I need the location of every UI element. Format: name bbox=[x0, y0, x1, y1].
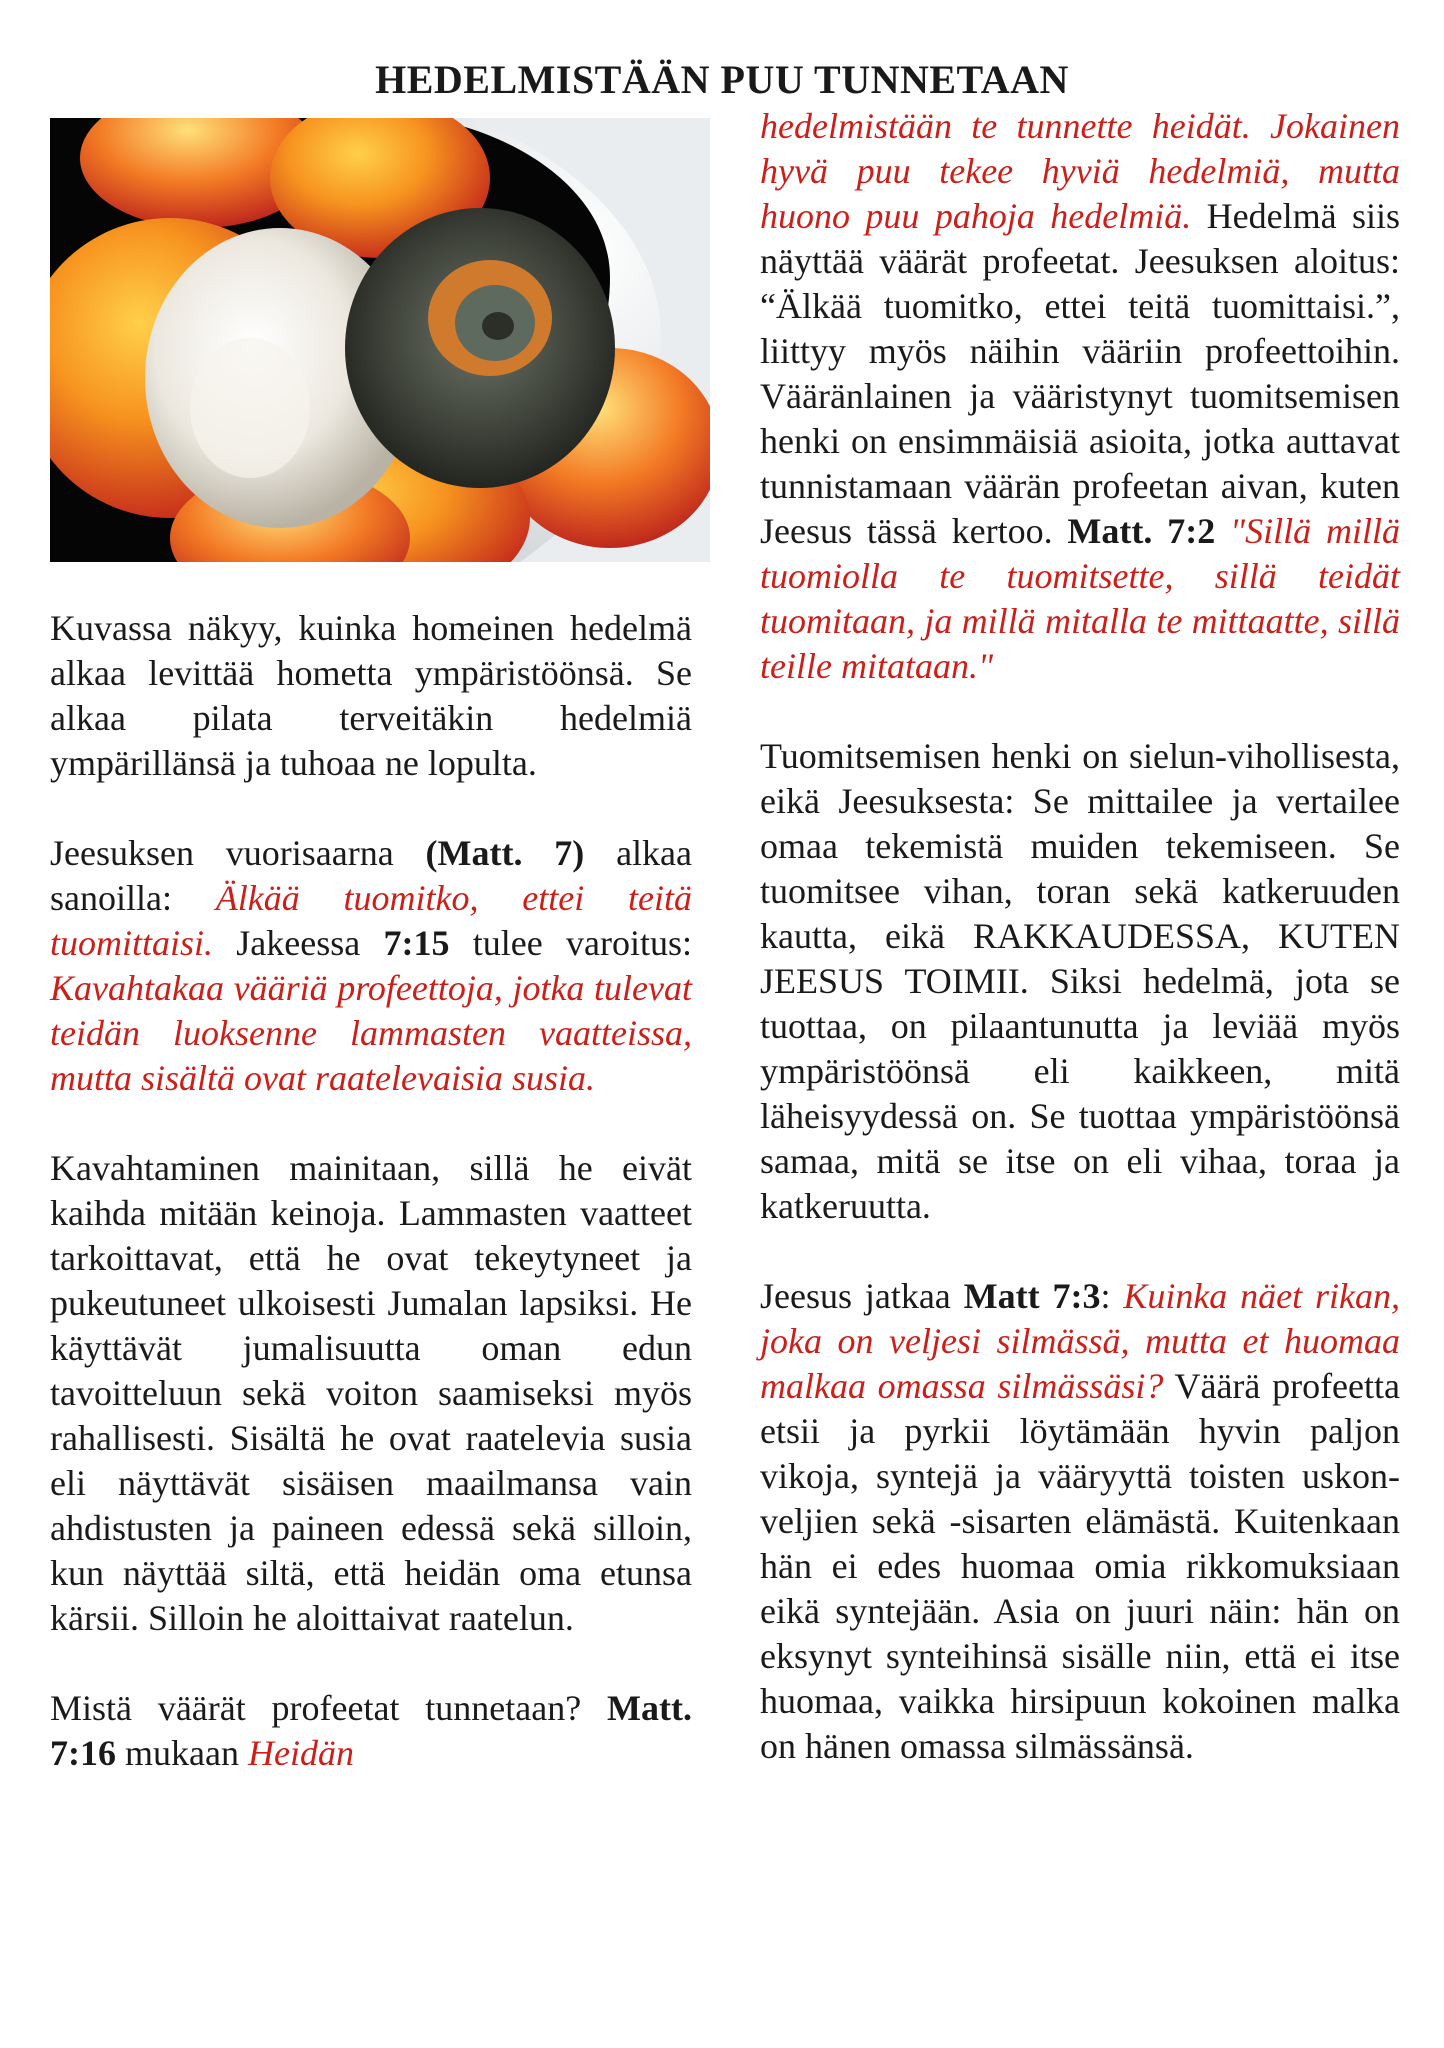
bible-quote: Heidän bbox=[247, 1733, 354, 1773]
paragraph-photo-description: Kuvassa näkyy, kuinka homeinen hedelmä alkaa levittää hometta ympäristöönsä. Se alkaa pilata terveitäkin hedelmiä ympärillänsä ja tuhoaa ne lopulta. bbox=[50, 608, 692, 783]
paragraph-fruits: hedelmistään te tunnette heidät. Jokainen hyvä puu tekee hyviä hedelmiä, mutta huono puu pahoja hedelmiä. Hedelmä siis näyttää väärät profeetat. Jeesuksen aloitus: “Älkää tuomitko, ettei teitä tuomittaisi.”, liittyy myös näihin vääriin profeettoihin. Vääränlainen ja vääristynyt tuomitsemisen henki on ensimmäisiä asioita, jotka auttavat tunnistamaan väärän profeetan aivan, kuten Jeesus tässä kertoo. Matt. 7:2 "Sillä millä tuomiolla te tuomitsette, sillä teidät tuomitaan, ja millä mitalla te mittaatte, sillä teille mitataan." bbox=[760, 106, 1400, 686]
bible-reference: Matt 7:3 bbox=[963, 1276, 1101, 1316]
bible-reference: Matt. 7:16 bbox=[50, 1688, 692, 1773]
paragraph-speck-and-beam: Jeesus jatkaa Matt 7:3: Kuinka näet rikan, joka on veljesi silmässä, mutta et huomaa malkaa omassa silmässäsi? Väärä profeetta etsii ja pyrkii löytämään hyvin paljon vikoja, syntejä ja vääryyttä toisten uskon-veljien sekä -sisarten elämästä. Kuitenkaan hän ei edes huomaa omia rikkomuksiaan eikä syntejään. Asia on juuri näin: hän on eksynyt synteihinsä sisälle niin, että ei itse huomaa, vaikka hirsipuun kokoinen malka on hänen omassa silmässänsä. bbox=[760, 1276, 1400, 1766]
bible-reference: Matt. 7:2 bbox=[1067, 511, 1216, 551]
page-title: HEDELMISTÄÄN PUU TUNNETAAN bbox=[375, 57, 1069, 102]
left-column bbox=[50, 606, 692, 1776]
bible-quote: Älkää tuomitko, ettei teitä tuomittaisi. bbox=[50, 878, 692, 963]
bible-quote: hedelmistään te tunnette heidät. Jokainen hyvä puu tekee hyviä hedelmiä, mutta huono puu pahoja hedelmiä. bbox=[760, 106, 1400, 236]
paragraph-spirit-of-judgment: Tuomitsemisen henki on sielun-vihollisesta, eikä Jeesuksesta: Se mittailee ja vertailee omaa tekemistä muiden tekemiseen. Se tuomitsee vihan, toran sekä katkeruuden kautta, eikä RAKKAUDESSA, KUTEN JEESUS TOIMII. Siksi hedelmä, jota se tuottaa, on pilaantunutta ja leviää myös ympäristöönsä eli kaikkeen, mitä läheisyydessä on. Se tuottaa ympäristöönsä samaa, mitä se itse on eli vihaa, toraa ja katkeruutta. bbox=[760, 736, 1400, 1226]
bible-quote: "Sillä millä tuomiolla te tuomitsette, sillä teidät tuomitaan, ja millä mitalla te mittaatte, sillä teille mitataan." bbox=[760, 511, 1400, 686]
paragraph-recognizing-prophets: Mistä väärät profeetat tunnetaan? Matt. 7:16 mukaan Heidän bbox=[50, 1688, 692, 1773]
paragraph-sermon-on-the-mount: Jeesuksen vuorisaarna (Matt. 7) alkaa sanoilla: Älkää tuomitko, ettei teitä tuomittaisi. Jakeessa 7:15 tulee varoitus: Kavahtakaa vääriä profeettoja, jotka tulevat teidän luoksenne lammasten vaatteissa, mutta sisältä ovat raatelevaisia susia. bbox=[50, 833, 693, 1098]
paragraph-sheep-clothing: Kavahtaminen mainitaan, sillä he eivät kaihda mitään keinoja. Lammasten vaatteet tarkoittavat, että he ovat tekeytyneet ja pukeutuneet ulkoisesti Jumalan lapsiksi. He käyttävät jumalisuutta oman edun tavoitteluun sekä voiton saamiseksi myös rahallisesti. Sisältä he ovat raatelevia susia eli näyttävät sisäisen maailmansa vain ahdistusten ja paineen edessä sekä silloin, kun näyttää siltä, että heidän oma etunsa kärsii. Silloin he aloittaivat raatelun. bbox=[50, 1148, 692, 1638]
moldy-peaches-photo bbox=[50, 118, 710, 562]
right-column bbox=[760, 104, 1400, 1769]
bible-quote: Kavahtakaa vääriä profeettoja, jotka tulevat teidän luoksenne lammasten vaatteissa, mutta sisältä ovat raatelevaisia susia. bbox=[50, 968, 692, 1098]
bible-quote: Kuinka näet rikan, joka on veljesi silmässä, mutta et huomaa malkaa omassa silmässäsi? bbox=[760, 1276, 1400, 1406]
bible-reference: (Matt. 7) bbox=[425, 833, 585, 873]
bible-reference: 7:15 bbox=[383, 923, 450, 963]
